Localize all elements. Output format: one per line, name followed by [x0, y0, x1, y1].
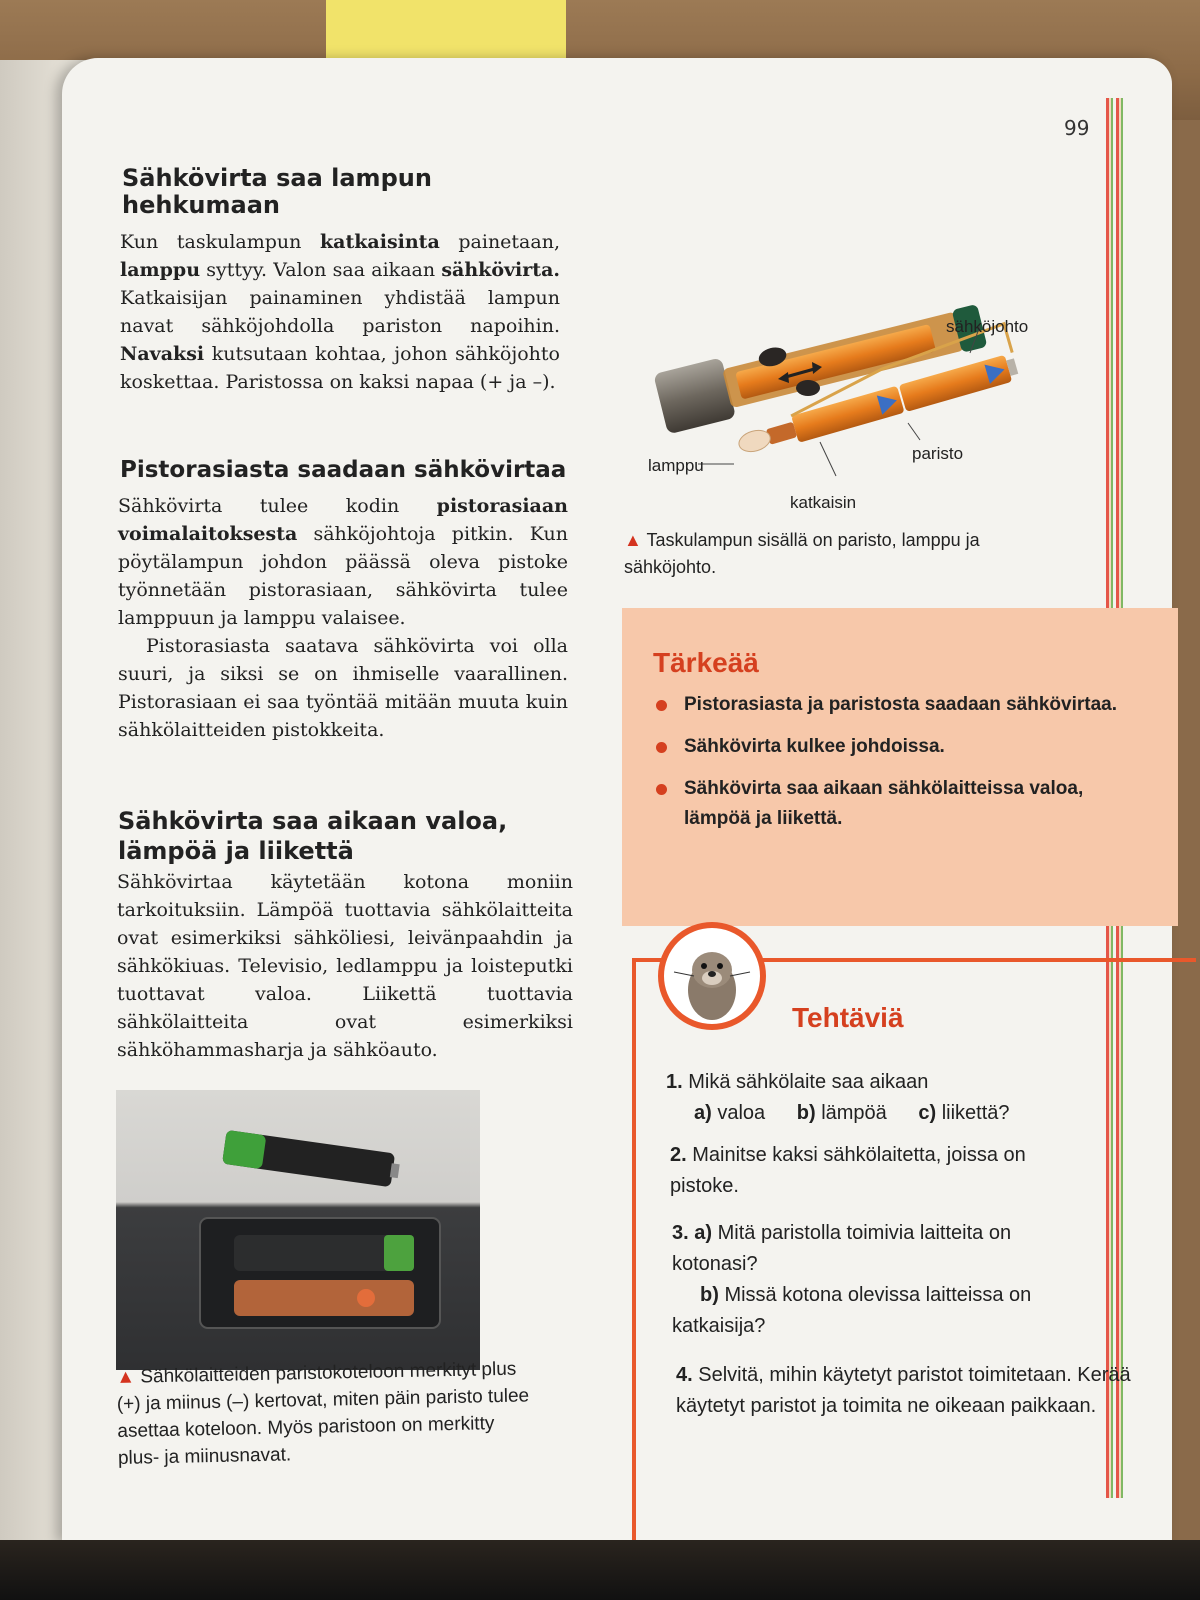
important-item: Pistorasiasta ja paristosta saadaan sähkövirtaa. [652, 690, 1122, 720]
battery-leader [908, 423, 920, 440]
task-4: 4. Selvitä, mihin käytetyt paristot toimitetaan. Kerää käytetyt paristot ja toimita ne oikeaan paikkaan. [676, 1364, 1131, 1417]
section-3-title: Sähkövirta saa aikaan valoa, lämpöä ja liikettä [118, 807, 508, 865]
bullet-icon [656, 742, 667, 753]
important-item: Sähkövirta kulkee johdoissa. [652, 732, 1122, 762]
task-3: 3. a) Mitä paristolla toimivia laitteita on kotonasi? b) Missä kotona olevissa laitteissa on katkaisija? [672, 1222, 1032, 1337]
caption-triangle-icon: ▲ [116, 1366, 136, 1388]
section-2-text: Sähkövirta tulee kodin pistorasiaan voimalaitoksesta sähköjohtoja pitkin. Kun pöytälampun johdon päässä oleva pistoke työnnetään pistorasiaan, sähkövirta tulee lamppuun ja lamppu valaisee. Pistorasiasta saatava sähkövirta voi olla suuri, ja siksi se on ihmiselle vaarallinen. Pistorasiaan ei saa työntää mitään muuta kuin sähkölaitteiden pistokkeita. [118, 492, 568, 744]
label-battery: paristo [912, 444, 964, 463]
switch-leader [820, 442, 836, 476]
illustration-caption: ▲ Taskulampun sisällä on paristo, lamppu ja sähköjohto. [624, 530, 980, 577]
section-2-paragraph-2: Pistorasiasta saatava sähkövirta voi olla suuri, ja siksi se on ihmiselle vaarallinen. Pistorasiaan ei saa työntää mitään muuta kuin sähkölaitteiden pistokkeita. [118, 635, 568, 741]
otter-mascot-icon [658, 922, 766, 1030]
label-switch: katkaisin [790, 493, 857, 512]
page-bottom-shadow [0, 1540, 1200, 1600]
section-2-title: Pistorasiasta saadaan sähkövirtaa [120, 457, 567, 483]
section-3-text: Sähkövirtaa käytetään kotona moniin tarkoituksiin. Lämpöä tuottavia sähkölaitteita ovat esimerkiksi sähköliesi, leivänpaahdin ja sähkökiuas. Televisio, ledlamppu ja loisteputki tuottavat valoa. Liikettä tuottavia sähkölaitteita ovat esimerkiksi sähköhammasharja ja sähköauto. [117, 871, 573, 1061]
important-title: Tärkeää [653, 647, 759, 678]
task-1: 1. Mikä sähkölaite saa aikaan a) valoa b) lämpöä c) liikettä? [666, 1071, 1010, 1124]
section-1-text: Kun taskulampun katkaisinta painetaan, lamppu syttyy. Valon saa aikaan sähkövirta. Katkaisijan painaminen yhdistää lampun navat sähköjohdolla pariston napoihin. Navaksi kutsutaan kohtaa, johon sähköjohto koskettaa. Paristossa on kaksi napaa (+ ja –). [120, 231, 560, 393]
section-1-title: Sähkövirta saa lampun hehkumaan [122, 164, 432, 219]
label-bulb: lamppu [648, 456, 704, 475]
switch-button [796, 380, 820, 396]
important-list [652, 690, 1122, 846]
flashlight-illustration [640, 228, 1060, 528]
battery-compartment-photo [116, 1090, 480, 1370]
photo-caption: ▲ Sähkölaitteiden paristokoteloon merkityt plus (+) ja miinus (–) kertovat, miten päin paristo tulee asettaa koteloon. Myös paristoon on merkitty plus- ja miinusnavat. [116, 1358, 530, 1469]
important-item: Sähkövirta saa aikaan sähkölaitteissa valoa, lämpöä ja liikettä. [652, 774, 1122, 834]
task-2: 2. Mainitse kaksi sähkölaitetta, joissa on pistoke. [670, 1144, 1026, 1197]
caption-triangle-icon: ▲ [624, 530, 642, 550]
label-wire: sähköjohto [946, 317, 1029, 336]
page-number: 99 [1064, 116, 1090, 140]
bullet-icon [656, 784, 667, 795]
bullet-icon [656, 700, 667, 711]
tasks-title: Tehtäviä [792, 1002, 904, 1033]
